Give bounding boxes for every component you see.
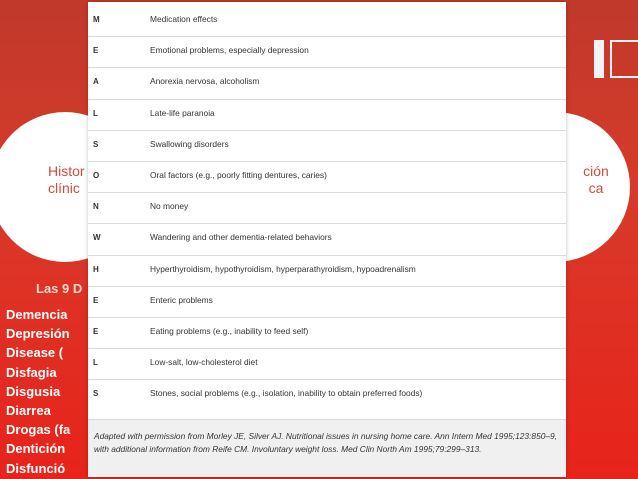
meals-on-wheels-table [88,2,566,477]
table-row [88,349,566,380]
d-list-item: Diarrea [6,402,51,418]
table-row [88,68,566,99]
row-letter: E [93,295,99,305]
row-text: Medication effects [150,14,218,24]
row-text: Enteric problems [150,294,213,305]
nine-d-heading: Las 9 D [36,281,83,296]
table-row [88,224,566,255]
row-letter: S [93,389,99,399]
row-text: Swallowing disorders [150,138,229,149]
row-text: Anorexia nervosa, alcoholism [150,76,260,87]
d-list-item: Disfagia [6,364,57,380]
d-list-item: Depresión [6,326,70,342]
row-text: Wandering and other dementia-related behaviors [150,232,332,243]
row-text: Stones, social problems (e.g., isolation, inability to obtain preferred foods) [150,388,423,399]
row-letter: N [93,202,99,212]
table-row [88,318,566,349]
table-footnote [88,419,566,476]
d-list-item: Demencia [6,307,68,322]
row-text: Oral factors (e.g., poorly fitting dentures, caries) [150,169,327,180]
row-letter: L [93,108,98,118]
d-list-item: Disfunció [6,460,66,476]
decorative-bracket [610,40,638,78]
table-row [88,380,566,411]
row-letter: O [93,170,100,180]
row-text: Emotional problems, especially depression [150,45,309,56]
row-letter: L [93,358,98,368]
table-row [88,256,566,287]
table-row [88,131,566,162]
d-list-item: Drogas (fa [6,422,71,438]
table-row [88,162,566,193]
table-row [88,287,566,318]
row-letter: S [93,139,99,149]
row-text: Late-life paranoia [150,107,215,118]
decorative-bar [594,40,604,78]
row-letter: W [93,233,101,243]
d-list-item: Disgusia [6,383,61,399]
left-circle-text: Histor clínic [48,163,85,196]
row-text: Eating problems (e.g., inability to feed self) [150,325,309,336]
row-letter: H [93,264,99,274]
d-list-item: Disease ( [6,345,64,361]
d-list [6,305,70,478]
row-letter: A [93,77,99,87]
row-text: Hyperthyroidism, hypothyroidism, hyperparathyroidism, hypoadrenalism [150,263,416,274]
table-row [88,100,566,131]
row-text: No money [150,201,189,212]
table-row [88,193,566,224]
row-letter: E [93,326,99,336]
table-row [88,6,566,37]
footnote-text: Adapted with permission from Morley JE, Silver AJ. Nutritional issues in nursing home care. Ann Intern Med 1995;123:850–9, with additional information from Reife CM. Involuntary weight loss. Med Clin North Am 1995;79:299–313. [94,431,558,454]
right-circle-text: ción ca [583,163,609,196]
d-list-item: Dentición [6,441,66,457]
table-row [88,37,566,68]
row-text: Low-salt, low-cholesterol diet [150,357,258,368]
row-letter: M [93,15,100,24]
row-letter: E [93,46,99,56]
